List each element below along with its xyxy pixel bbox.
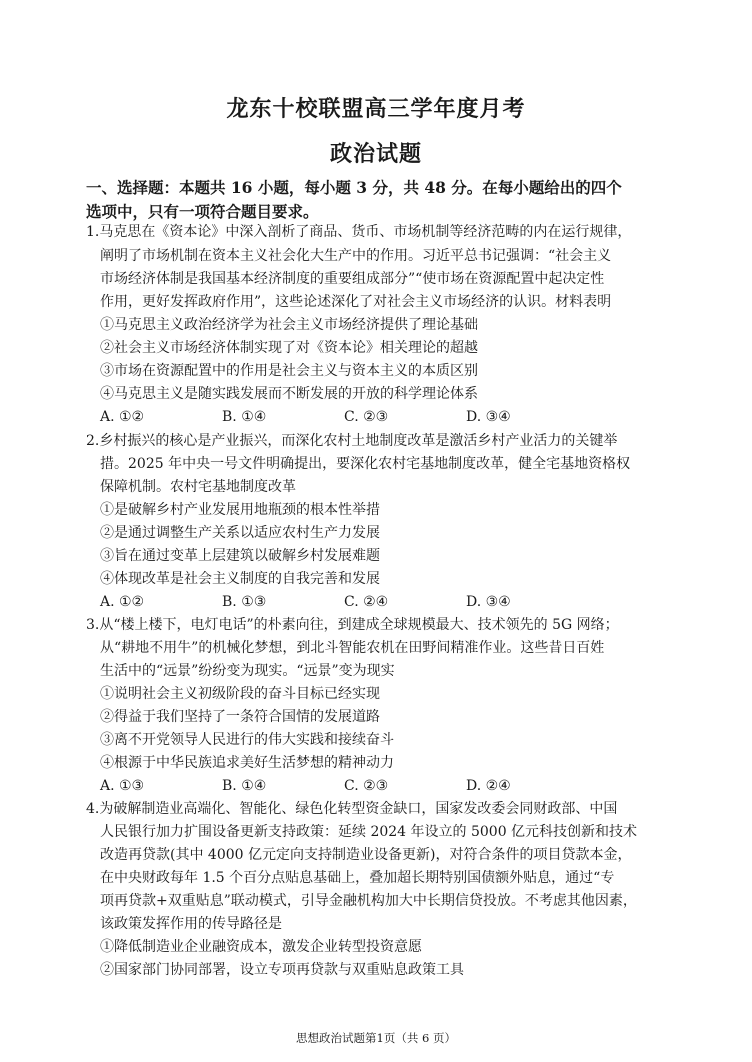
section-heading-line: 一、选择题：本题共 16 小题，每小题 3 分，共 48 分。在每小题给出的四个 [86,178,622,197]
exam-title: 龙东十校联盟高三学年度月考 [226,96,526,122]
question-3-stem: 生活中的“远景”纷纷变为现实。“远景”变为现实 [100,663,395,679]
question-4-stem: 该政策发挥作用的传导路径是 [100,916,282,932]
question-1-statement: ②社会主义市场经济体制实现了对《资本论》相关理论的超越 [100,340,478,356]
question-1-option-b[interactable]: B. ①④ [222,409,267,425]
question-2-statement: ③旨在通过变革上层建筑以破解乡村发展难题 [100,548,380,564]
question-2-option-a[interactable]: A. ①② [100,594,145,610]
question-1-option-a[interactable]: A. ①② [100,409,145,425]
question-1-option-d[interactable]: D. ③④ [466,409,511,425]
question-3-statement: ①说明社会主义初级阶段的奋斗目标已经实现 [100,686,380,702]
section-heading [86,176,686,224]
question-4-statement: ②国家部门协同部署，设立专项再贷款与双重贴息政策工具 [100,962,464,978]
question-3-option-b[interactable]: B. ①④ [222,778,267,794]
question-4-statement: ①降低制造业企业融资成本，激发企业转型投资意愿 [100,939,422,955]
question-1-statement: ③市场在资源配置中的作用是社会主义与资本主义的本质区别 [100,363,478,379]
question-2-statement: ④体现改革是社会主义制度的自我完善和发展 [100,571,380,587]
question-2-option-c[interactable]: C. ②④ [344,594,389,610]
question-3-statement: ②得益于我们坚持了一条符合国情的发展道路 [100,709,380,725]
question-1-stem: 作用，更好发挥政府作用”，这些论述深化了对社会主义市场经济的认识。材料表明 [100,294,612,310]
section-heading-line: 选项中，只有一项符合题目要求。 [86,202,319,221]
question-2-option-d[interactable]: D. ③④ [466,594,511,610]
question-3-option-a[interactable]: A. ①③ [100,778,145,794]
page-footer: 思想政治试题第1页（共 6 页） [296,1031,456,1045]
question-1-stem: 1.马克思在《资本论》中深入剖析了商品、货币、市场机制等经济范畴的内在运行规律， [86,224,632,240]
question-3-statement: ③离不开党领导人民进行的伟大实践和接续奋斗 [100,732,394,748]
question-4-stem: 项再贷款+双重贴息”联动模式，引导金融机构加大中长期信贷投放。不考虑其他因素， [100,893,637,909]
question-2-stem: 2.乡村振兴的核心是产业振兴，而深化农村土地制度改革是激活乡村产业活力的关键举 [86,433,618,449]
question-2-statement: ②是通过调整生产关系以适应农村生产力发展 [100,525,380,541]
question-1-statement: ①马克思主义政治经济学为社会主义市场经济提供了理论基础 [100,317,478,333]
question-1-stem: 市场经济体制是我国基本经济制度的重要组成部分”“使市场在资源配置中起决定性 [100,271,605,287]
question-4-stem: 改造再贷款(其中 4000 亿元定向支持制造业设备更新)，对符合条件的项目贷款本金， [100,847,632,863]
question-2-stem: 措。2025 年中央一号文件明确提出，要深化农村宅基地制度改革，健全宅基地资格权 [100,456,631,472]
exam-subject: 政治试题 [329,141,422,167]
question-3-stem: 3.从“楼上楼下，电灯电话”的朴素向往，到建成全球规模最大、技术领先的 5G 网络； [86,617,619,633]
question-4-stem: 在中央财政每年 1.5 个百分点贴息基础上，叠加超长期特别国债额外贴息，通过“专 [100,870,615,886]
question-3-statement: ④根源于中华民族追求美好生活梦想的精神动力 [100,755,394,771]
question-1-option-c[interactable]: C. ②③ [344,409,389,425]
question-4-stem: 4.为破解制造业高端化、智能化、绿色化转型资金缺口，国家发改委会同财政部、中国 [86,801,618,817]
question-1-statement: ④马克思主义是随实践发展而不断发展的开放的科学理论体系 [100,386,478,402]
question-2-stem: 保障机制。农村宅基地制度改革 [100,479,296,495]
question-3-stem: 从“耕地不用牛”的机械化梦想，到北斗智能农机在田野间精准作业。这些昔日百姓 [100,640,605,656]
question-2-option-b[interactable]: B. ①③ [222,594,267,610]
question-3-option-d[interactable]: D. ②④ [466,778,511,794]
question-1-stem: 阐明了市场机制在资本主义社会化大生产中的作用。习近平总书记强调：“社会主义 [100,248,612,264]
question-4-stem: 人民银行加力扩围设备更新支持政策：延续 2024 年设立的 5000 亿元科技创新和技术 [100,824,638,840]
question-3-option-c[interactable]: C. ②③ [344,778,389,794]
question-2-statement: ①是破解乡村产业发展用地瓶颈的根本性举措 [100,502,380,518]
